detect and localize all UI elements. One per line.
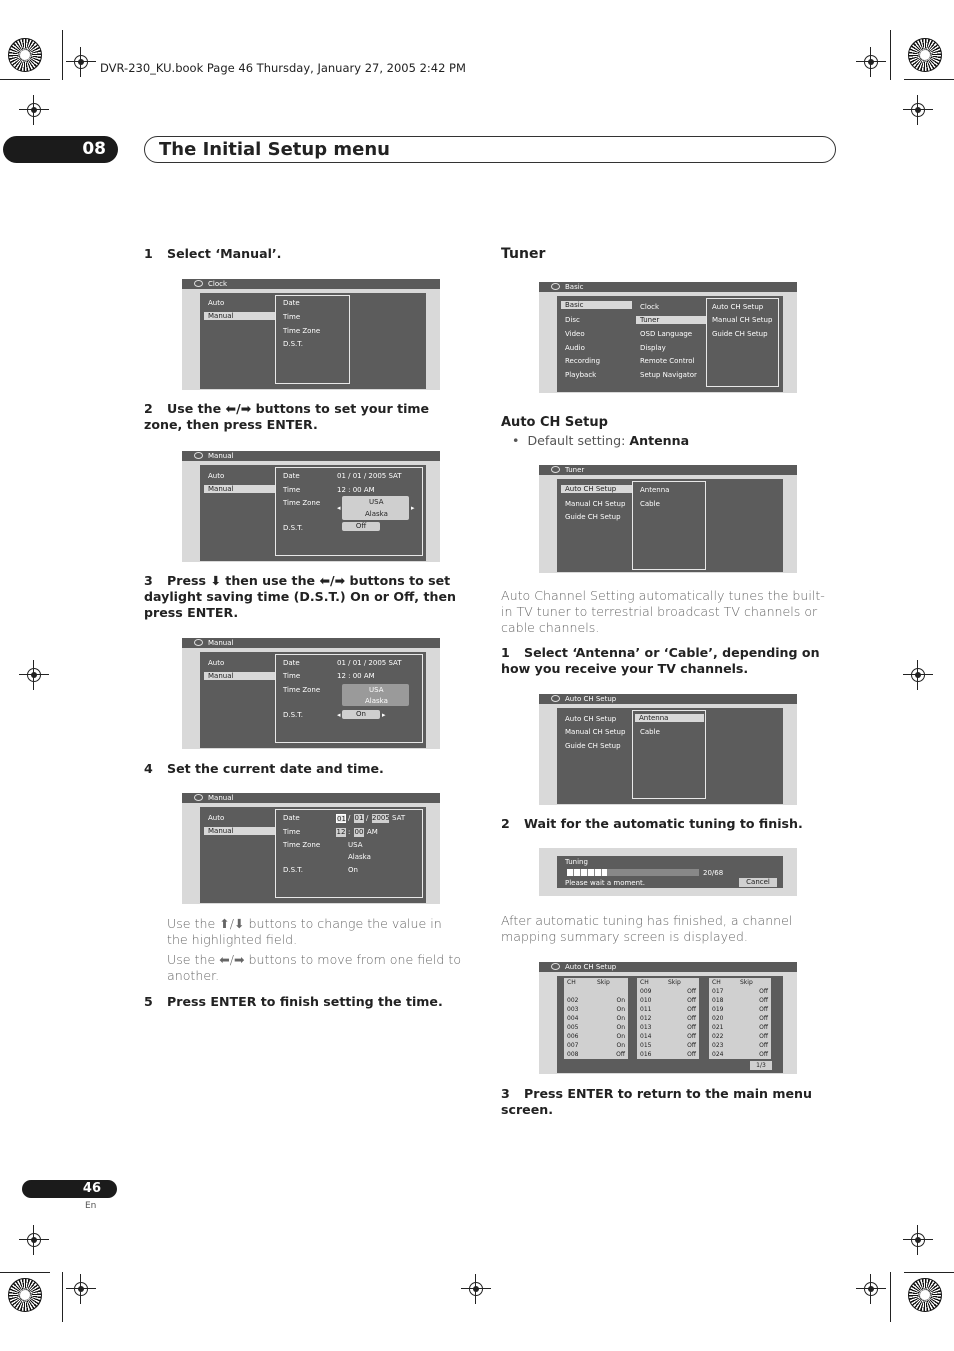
step-5-left: 5 Press ENTER to finish setting the time. [144, 994, 443, 1009]
channel-table-2: CH Skip 009 Off 010 Off 011 Off 012 Off 013 Off 014 Off 015 Off 016 Off [637, 978, 699, 1059]
menu-icon [194, 794, 203, 801]
tuning-progress-fill [567, 869, 607, 876]
menu-icon [551, 695, 560, 702]
after-tuning-description: After automatic tuning has finished, a channel mapping summary screen is displayed. [501, 913, 793, 944]
crosshair-icon [19, 660, 49, 690]
arrow-right-icon: ▸ [411, 504, 415, 512]
screen-auto-ch-setup: Auto CH Setup Auto CH Setup Manual CH Setup Guide CH Setup Antenna Cable [539, 694, 797, 805]
auto-channel-description: Auto Channel Setting automatically tunes the built-in TV tuner to terrestrial broadcast TV channels or cable channels. [501, 588, 825, 635]
screen-clock: Clock Auto Manual Date Time Time Zone D.S.T. [182, 279, 440, 390]
channel-table-1: CH Skip 002 On 003 On 004 On 005 On 006 On 007 On 008 Off [564, 978, 628, 1059]
tuner-heading: Tuner [501, 246, 546, 262]
step-2-left: 2 Use the ⬅/➡ buttons to set your time zone, then press ENTER. [144, 401, 430, 432]
screen-basic: Basic Basic Disc Video Audio Recording Playback Clock Tuner OSD Language Display Remote Control Setup Navigator Auto CH Setup Manual CH Setup Guide CH Setup [539, 282, 797, 393]
menu-icon [551, 283, 560, 290]
file-info: DVR-230_KU.book Page 46 Thursday, January 27, 2005 2:42 PM [100, 61, 466, 75]
arrow-left-icon: ◂ [337, 711, 341, 719]
chapter-number: 08 [3, 136, 118, 163]
crosshair-icon [19, 95, 49, 125]
note-move-field: Use the ⬅/➡ buttons to move from one field to another. [167, 952, 462, 983]
crosshair-icon [903, 95, 933, 125]
screen-channel-map: Auto CH Setup CH Skip 002 On 003 On 004 On 005 On 006 On 007 On 008 Off CH Skip 009 Off 010 Off 011 Off 012 Off 013 Off 014 Off 015 Off 016 Off CH Skip 017 Off 018 Off 019 Off 020 Off 021 Off 022 Off 023 Off 024 Off 1/3 [539, 962, 797, 1074]
crosshair-icon [66, 47, 96, 77]
crosshair-icon [461, 1274, 491, 1304]
menu-icon [551, 963, 560, 970]
step-3-right: 3 Press ENTER to return to the main menu screen. [501, 1086, 812, 1117]
screen-manual-date: Manual Auto Manual Date Time Time Zone D.S.T. 01 / 01 / 2005 SAT 12 : 00 AM USA Alaska On [182, 793, 440, 904]
registration-wheel-icon [8, 38, 42, 72]
screen-tuner: Tuner Auto CH Setup Manual CH Setup Guide CH Setup Antenna Cable [539, 465, 797, 573]
step-4-left: 4 Set the current date and time. [144, 761, 384, 776]
arrow-left-icon: ◂ [337, 504, 341, 512]
menu-icon [551, 466, 560, 473]
cancel-button[interactable]: Cancel [739, 878, 777, 887]
menu-icon [194, 639, 203, 646]
note-change-value: Use the ⬆/⬇ buttons to change the value in the highlighted field. [167, 916, 442, 947]
step-2-right: 2 Wait for the automatic tuning to finish. [501, 816, 803, 831]
screen-manual-timezone: Manual Auto Manual Date Time Time Zone D.S.T. 01 / 01 / 2005 SAT 12 : 00 AM USA Alaska ◂ ▸ Off [182, 451, 440, 562]
step-3-left: 3 Press ⬇ then use the ⬅/➡ buttons to set daylight saving time (D.S.T.) On or Off, then press ENTER. [144, 573, 456, 620]
arrow-right-icon: ▸ [382, 711, 386, 719]
crosshair-icon [903, 660, 933, 690]
default-setting: • Default setting: Antenna [512, 433, 690, 448]
screen-tuning: Tuning 20/68 Please wait a moment. Cancel [539, 848, 797, 896]
registration-wheel-icon [908, 1278, 942, 1312]
channel-table-3: CH Skip 017 Off 018 Off 019 Off 020 Off 021 Off 022 Off 023 Off 024 Off [709, 978, 771, 1059]
registration-wheel-icon [908, 38, 942, 72]
crosshair-icon [856, 47, 886, 77]
language-code: En [85, 1201, 97, 1211]
step-1-left: 1 Select ‘Manual’. [144, 246, 282, 261]
menu-icon [194, 452, 203, 459]
crosshair-icon [903, 1225, 933, 1255]
crosshair-icon [19, 1225, 49, 1255]
page-indicator: 1/3 [750, 1061, 772, 1070]
auto-ch-setup-heading: Auto CH Setup [501, 415, 608, 430]
crosshair-icon [856, 1274, 886, 1304]
crosshair-icon [66, 1274, 96, 1304]
step-1-right: 1 Select ‘Antenna’ or ‘Cable’, depending on how you receive your TV channels. [501, 645, 820, 676]
menu-icon [194, 280, 203, 287]
page-number: 46 [22, 1180, 117, 1198]
registration-wheel-icon [8, 1278, 42, 1312]
chapter-title: The Initial Setup menu [144, 136, 836, 163]
screen-manual-dst: Manual Auto Manual Date Time Time Zone D.S.T. 01 / 01 / 2005 SAT 12 : 00 AM USA Alaska ◂ On ▸ [182, 638, 440, 749]
